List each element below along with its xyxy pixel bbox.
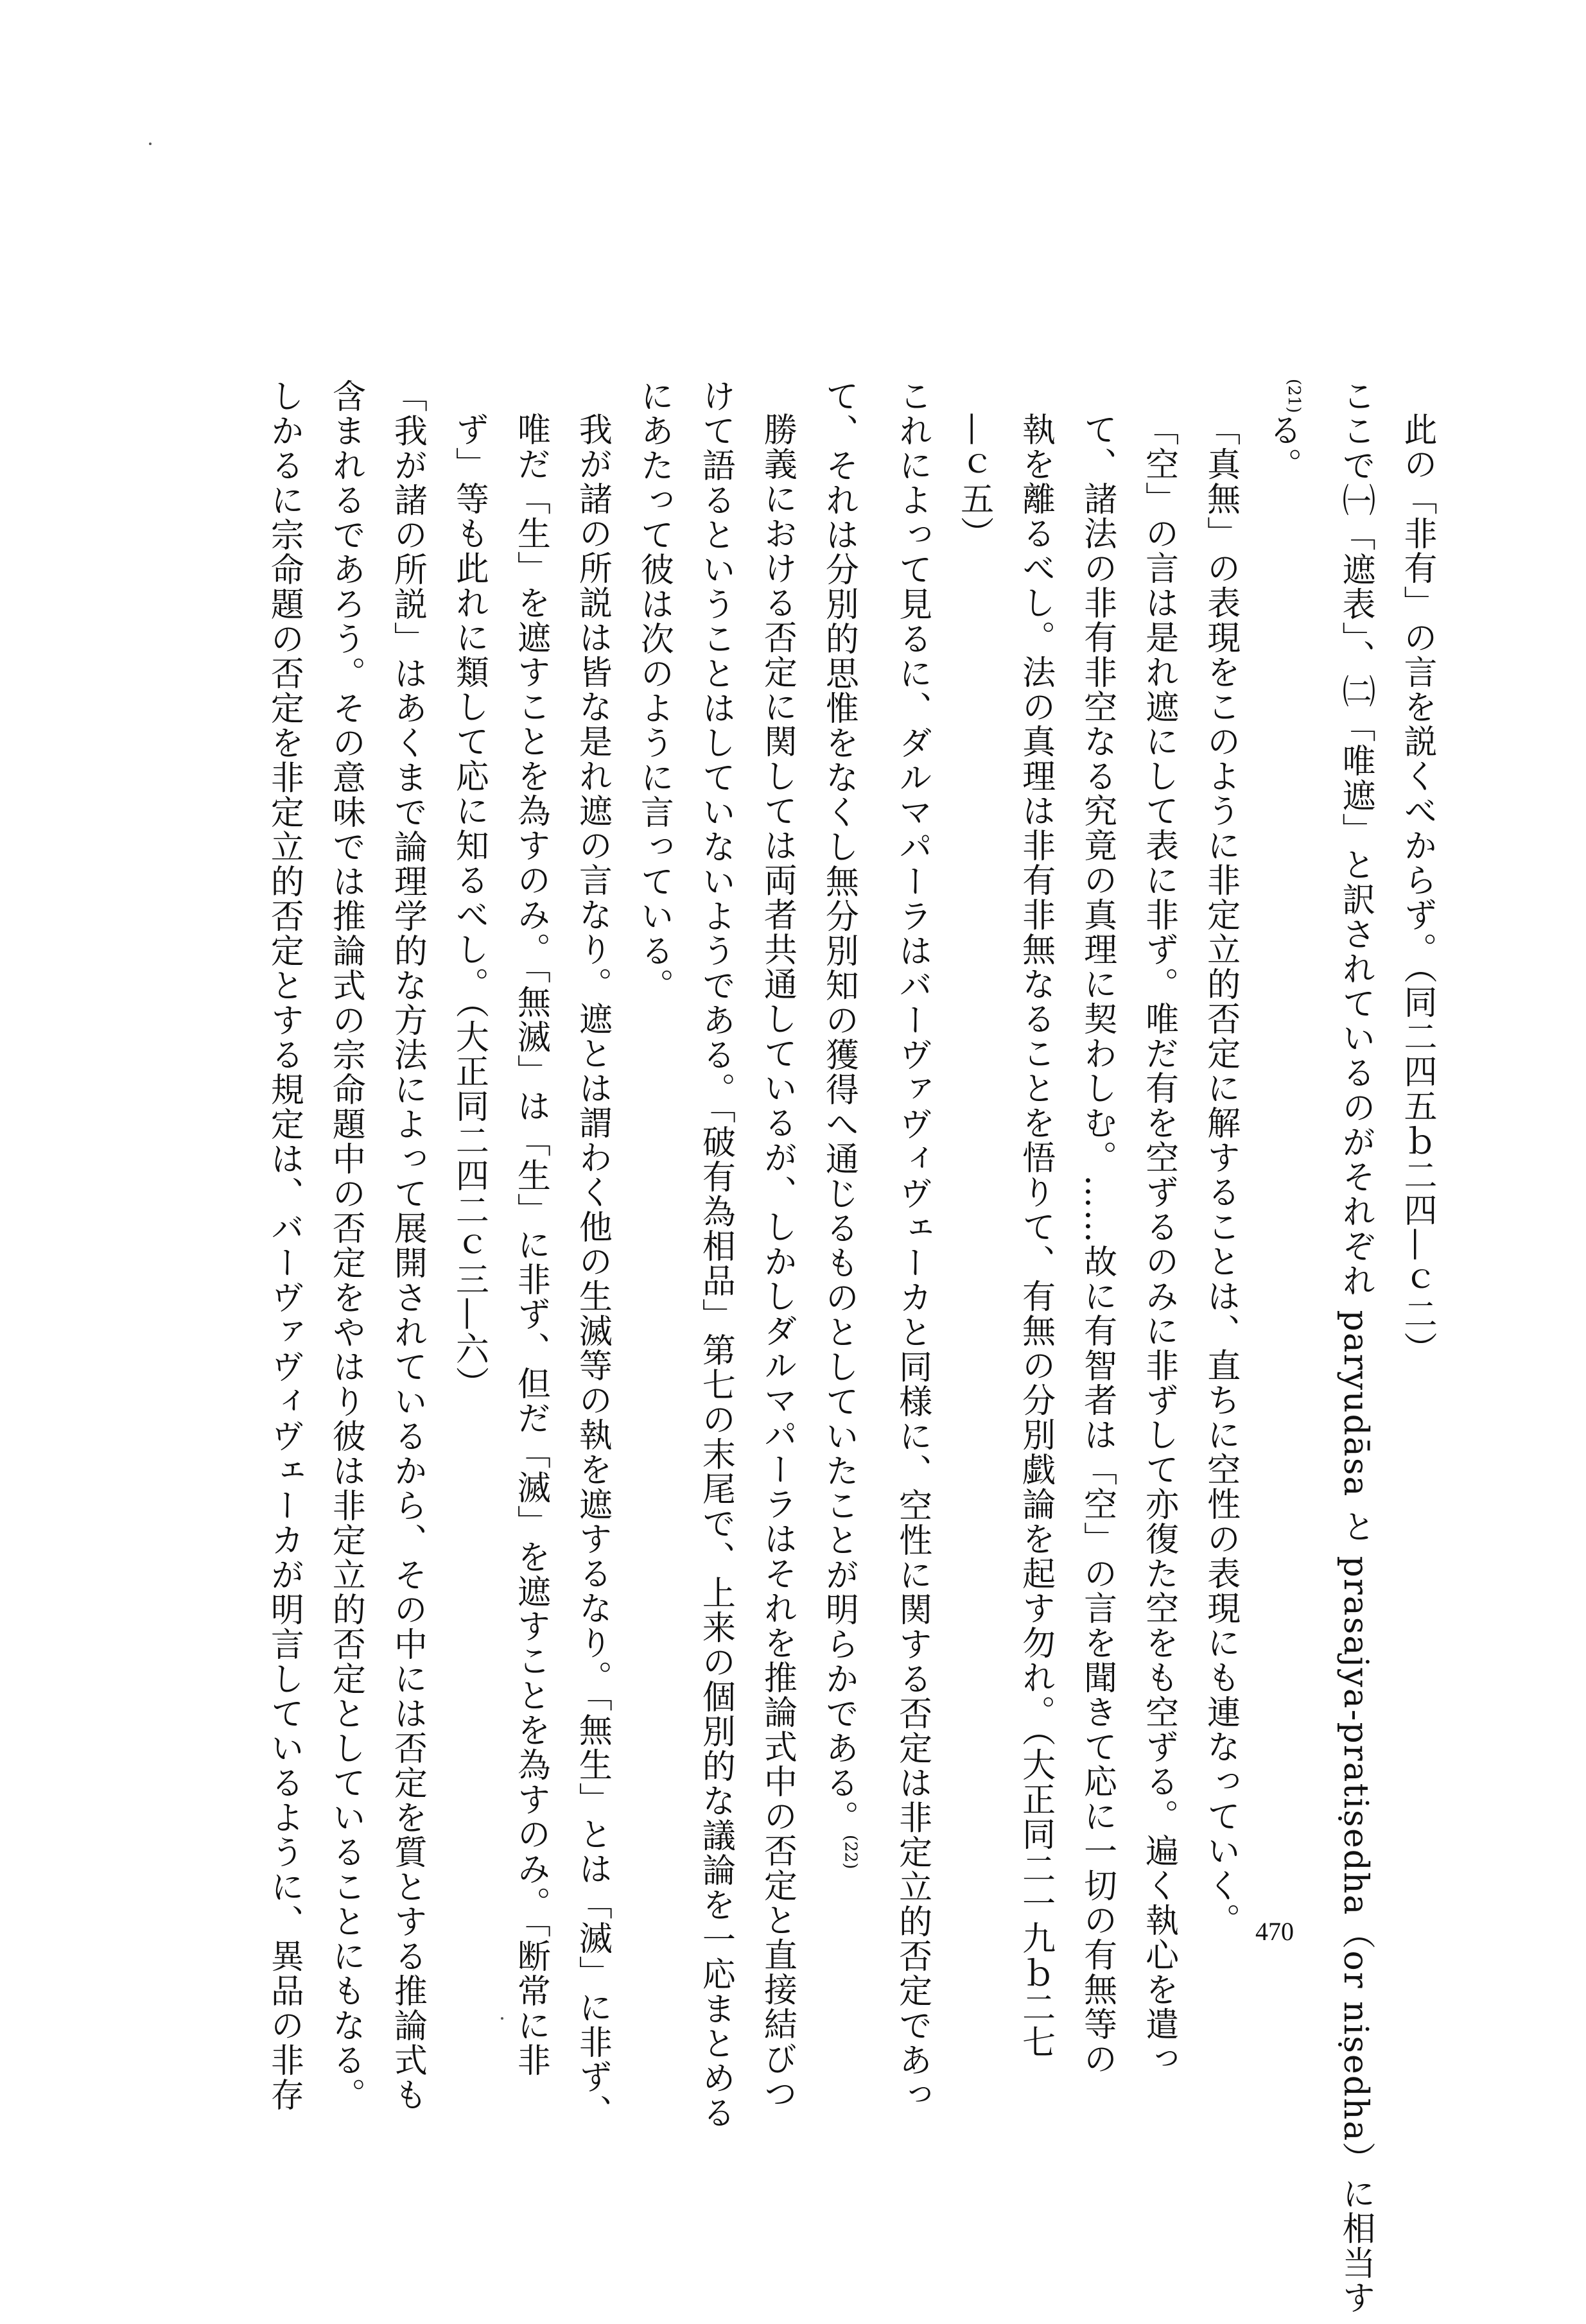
text-line: しかるに宗命題の否定を非定立的否定とする規定は、バーヴァヴィヴェーカが明言しているように、異品の非存 — [265, 379, 304, 2112]
text-line: 唯だ「生」を遮すことを為すのみ。「無滅」は「生」に非ず、但だ「滅」を遮すことを為すのみ。「断常に非 — [511, 412, 550, 2077]
text-line: 勝義における否定に関しては両者共通しているが、しかしダルマパーラはそれを推論式中の否定と直接結びつ — [758, 412, 797, 2111]
text-line: ず」等も此れに類して応に知るべし。（大正同二四二ｃ三—六） — [449, 412, 489, 1401]
text-line: けて語るということはしていないようである。「破有為相品」第七の末尾で、上来の個別的な議論を一応まとめる — [696, 379, 735, 2130]
text-line: 「空」の言は是れ遮にして表に非ず。唯だ有を空ずるのみに非ずして亦復た空をも空ずる。遍く執心を遣っ — [1139, 412, 1178, 2076]
text-line-content: て、それは分別的思惟をなくし無分別知の獲得へ通じるものとしていたことが明らかである。 — [819, 379, 858, 1835]
text-line — [808, 379, 881, 1887]
footnote-marker: (21) — [1284, 379, 1303, 413]
text-line: 此の「非有」の言を説くべからず。（同二四五ｂ二四—ｃ二） — [1398, 412, 1436, 1366]
scan-speck — [149, 143, 152, 145]
text-line-content: る。 — [1262, 413, 1302, 483]
scan-speck — [501, 2017, 503, 2020]
text-line: ここで㈠「遮表」、㈡「唯遮」と訳されているのがそれぞれ paryudāsa と prasajya-pratiṣedha（or niṣedha）に相当す — [1336, 379, 1375, 2316]
text-line: て、諸法の非有非空なる究竟の真理に契わしむ。……故に有智者は「空」の言を聞きて応に一切の有無等の — [1077, 412, 1117, 2076]
footnote-marker: (22) — [841, 1835, 860, 1869]
text-line: —ｃ五） — [954, 412, 993, 551]
text-line: 含まれるであろう。その意味では推論式の宗命題中の否定をやはり彼は非定立的否定としていることにもなる。 — [326, 379, 365, 2112]
text-line: 「我が諸の所説」はあくまで論理学的な方法によって展開されているから、その中には否定を質とする推論式も — [388, 379, 427, 2112]
text-line: これによって見るに、ダルマパーラはバーヴァヴィヴェーカと同様に、空性に関する否定は非定立的否定であっ — [893, 379, 932, 2112]
text-line: 我が諸の所説は皆な是れ遮の言なり。遮とは謂わく他の生滅等の執を遮するなり。「無生」とは「滅」に非ず、 — [573, 412, 612, 2129]
text-line: にあたって彼は次のように言っている。 — [634, 379, 674, 1003]
text-line: 執を離るべし。法の真理は非有非無なることを悟りて、有無の分別戯論を起す勿れ。（大正同二一九ｂ二七 — [1016, 412, 1055, 2060]
text-line: 「真無」の表現をこのように非定立的否定に解することは、直ちに空性の表現にも連なっていく。 — [1201, 412, 1240, 1938]
text-line — [1251, 379, 1325, 1887]
page-number: 470 — [1255, 1917, 1294, 1946]
